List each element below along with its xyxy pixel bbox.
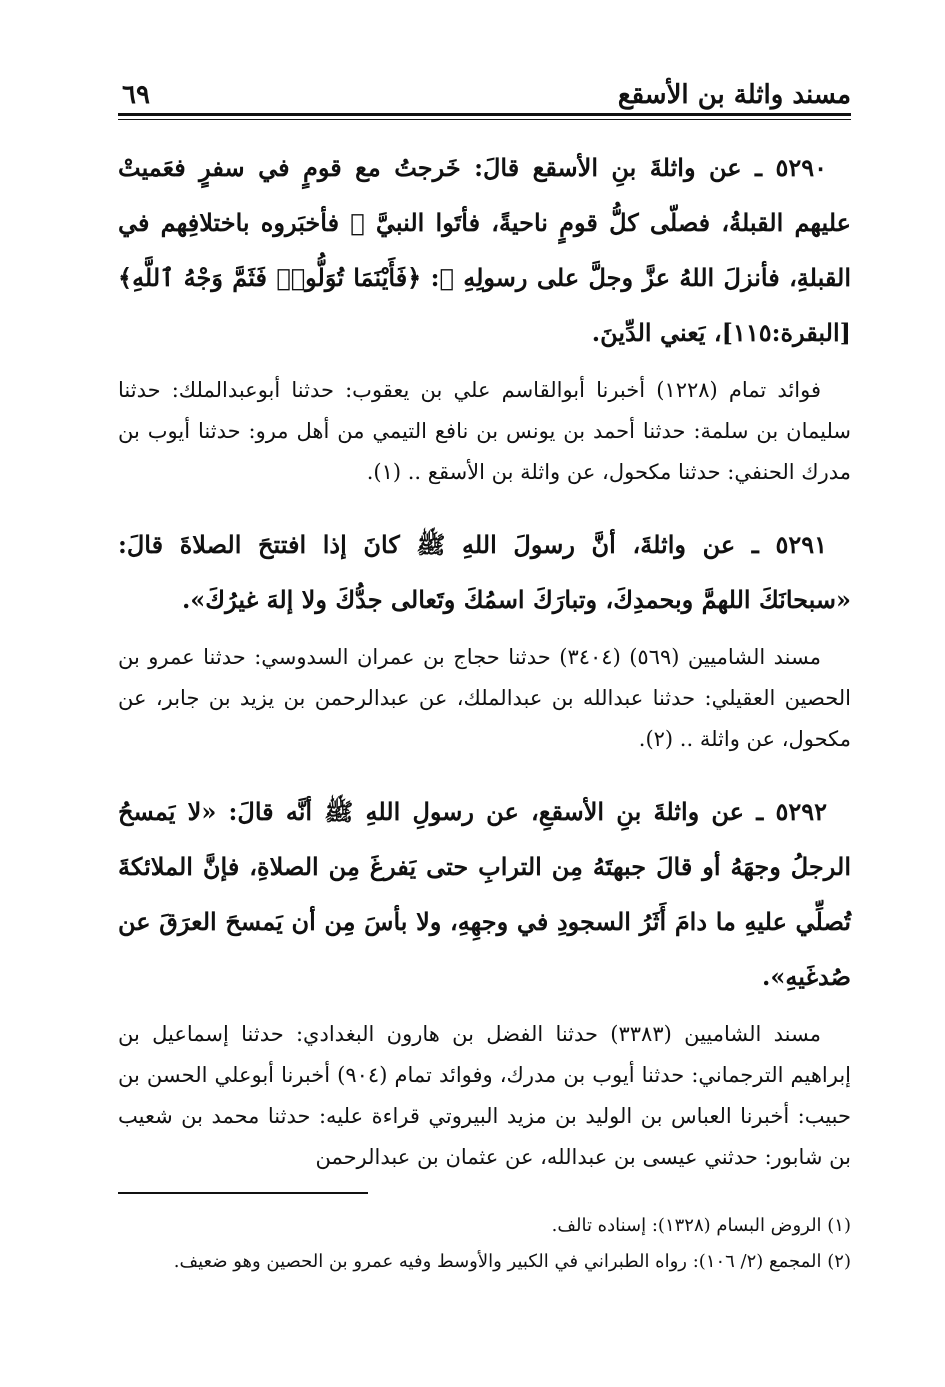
source-5292: مسند الشاميين (٣٣٨٣) حدثنا الفضل بن هارون البغدادي: حدثنا إسماعيل بن إبراهيم الترجماني: حدثنا أيوب بن مدرك، وفوائد تمام (٩٠٤) أخبرنا أبوعلي الحسن بن حبيب: أخبرنا العباس بن الوليد بن مزيد البيروتي قراءة عليه: حدثنا محمد بن شعيب بن شابور: حدثني عيسى بن عبدالله، عن عثمان بن عبدالرحمن: [118, 1022, 852, 1169]
header-rule-thin: [118, 119, 851, 120]
main-text: [118, 140, 851, 1202]
source-5290: فوائد تمام (١٢٢٨) أخبرنا أبوالقاسم علي بن يعقوب: حدثنا أبوعبدالملك: حدثنا سليمان بن سلمة: حدثنا أحمد بن يونس بن نافع التيمي من أهل مرو: حدثنا أيوب بن مدرك الحنفي: حدثنا مكحول، عن واثلة بن الأسقع .. (١).: [118, 378, 851, 484]
page-number: ٦٩: [122, 80, 150, 110]
hadith-5292: ٥٢٩٢ ـ عن واثلةَ بنِ الأسقعِ، عن رسولِ اللهِ ﷺ أنَّه قالَ: «لا يَمسحُ الرجلُ وجهَهُ أو قالَ جبهتَهُ مِن الترابِ حتى يَفرغَ مِن الصلاةِ، فإنَّ الملائكةَ تُصلِّي عليهِ ما دامَ أَثَرُ السجودِ في وجهِهِ، ولا بأسَ مِن أن يَمسحَ العرَقَ عن صُدغَيهِ».: [118, 797, 851, 991]
hadith-5291: ٥٢٩١ ـ عن واثلةَ، أنَّ رسولَ اللهِ ﷺ كانَ إذا افتتحَ الصلاةَ قالَ: «سبحانَكَ اللهمَّ وبحمدِكَ، وتبارَكَ اسمُكَ وتَعالى جدُّكَ ولا إلهَ غيرُكَ».: [118, 530, 851, 614]
page-header: [118, 78, 851, 114]
book-page: [118, 60, 851, 1370]
footnote-separator: [118, 1192, 368, 1194]
hadith-5290: ٥٢٩٠ ـ عن واثلةَ بنِ الأسقع قالَ: خَرجتُ مع قومٍ في سفرٍ فعَميتْ عليهم القبلةُ، فصلّى كلُّ قومٍ ناحيةً، فأتَوا النبيَّ ﷺ فأخبَروه باختلافِهم في القبلةِ، فأنزلَ اللهُ عزَّ وجلَّ على رسولِهِ ﷺ: ﴿فَأَيْنَمَا تُوَلُّوا۟ فَثَمَّ وَجْهُ ٱللَّهِ﴾ [البقرة:١١٥]، يَعني الدِّينَ.: [118, 153, 852, 347]
footnote-1: (١) الروض البسام (١٣٢٨): إسناده تالف.: [551, 1215, 851, 1236]
source-5291: مسند الشاميين (٥٦٩) (٣٤٠٤) حدثنا حجاج بن عمران السدوسي: حدثنا عمرو بن الحصين العقيلي: حدثنا عبدالله بن عبدالملك، عن عبدالرحمن بن يزيد بن جابر، عن مكحول، عن واثلة .. (٢).: [118, 645, 851, 751]
footnotes: [118, 1208, 851, 1280]
header-rule-thick: [118, 113, 851, 116]
running-title: مسند واثلة بن الأسقع: [617, 80, 851, 110]
footnote-2: (٢) المجمع (٢/ ١٠٦): رواه الطبراني في الكبير والأوسط وفيه عمرو بن الحصين وهو ضعيف.: [173, 1251, 851, 1272]
